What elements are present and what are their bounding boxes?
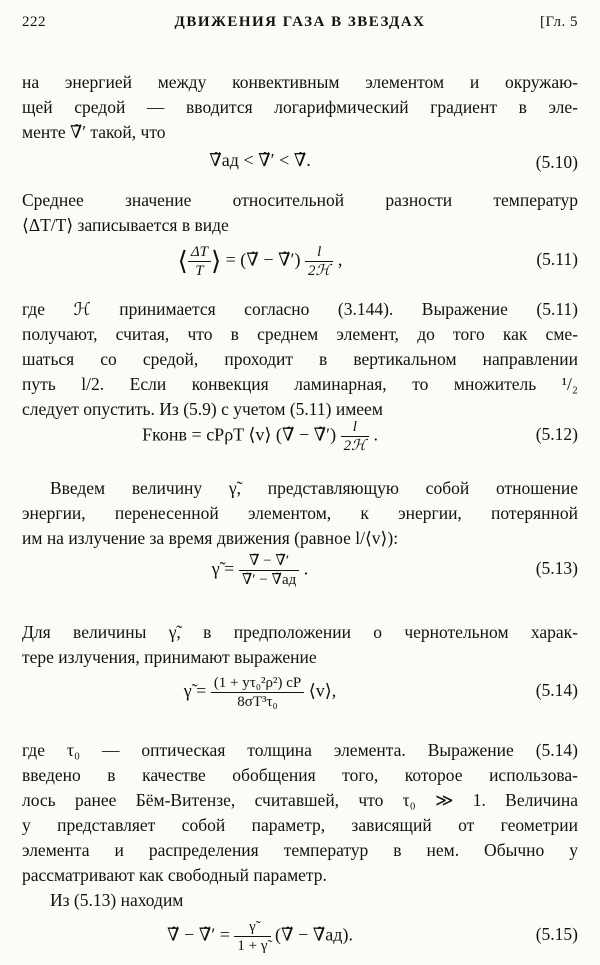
equation-5-13 xyxy=(22,552,578,592)
text-line: элемента и распределения температур в нем. Обычно y xyxy=(22,840,578,860)
running-title: ДВИЖЕНИЯ ГАЗА В ЗВЕЗДАХ xyxy=(174,14,426,30)
equation-5-15 xyxy=(22,918,578,958)
text-line: на энергией между конвективным элементом и окружаю- xyxy=(22,72,578,92)
equation-5-12 xyxy=(22,418,578,458)
equation-number: (5.15) xyxy=(535,924,578,944)
fraction: $\frac{\gammã}{1 + \gammã}$ xyxy=(234,918,270,955)
fraction: $\frac{\nablã - \nablã'}{\nablã' - \nablãад}$ xyxy=(239,552,299,589)
equation-number: (5.13) xyxy=(535,558,578,578)
paragraph-7 xyxy=(22,888,578,913)
fraction: $\frac{l}{\text{2ℋ}}$ xyxy=(341,418,369,455)
paragraph-2 xyxy=(22,188,578,238)
chapter-marker: [Гл. 5 xyxy=(539,14,578,30)
equation-body: γ̃ = $\frac{\text{(1 + yτ₀²ρ²) cP}}{\text{8σT³τ₀}}$ ⟨v⟩, xyxy=(183,675,337,710)
equation-number: (5.14) xyxy=(535,680,578,700)
equation-5-11 xyxy=(22,243,578,283)
page-number: 222 xyxy=(22,14,46,30)
text-line: следует опустить. Из (5.9) с учетом (5.11) имеем xyxy=(22,399,383,419)
paragraph-5 xyxy=(22,620,578,670)
paragraph-1 xyxy=(22,70,578,145)
running-header xyxy=(22,14,578,40)
equation-body: γ̃ = $\frac{\nablã - \nablã'}{\nablã' - \nablãад}$ . xyxy=(211,553,309,588)
fraction: $\frac{l}{\text{2ℋ}}$ xyxy=(305,243,333,280)
equation-body: ∇̃ад < ∇̃′ < ∇̃. xyxy=(209,150,311,170)
text-line: шаться со средой, проходит в вертикальном направлении xyxy=(22,349,578,369)
equation-number: (5.11) xyxy=(536,249,578,269)
text-line: где ℋ принимается согласно (3.144). Выражение (5.11) xyxy=(22,299,578,319)
text-line: тере излучения, принимают выражение xyxy=(22,647,317,667)
fraction: $\frac{\text{(1 + yτ₀²ρ²) cP}}{\text{8σT³τ₀}}$ xyxy=(211,674,304,711)
text-line: путь l/2. Если конвекция ламинарная, то множитель ¹/₂ xyxy=(22,374,578,394)
fraction: $\frac{\Delta T}{T}$ xyxy=(188,243,211,280)
text-line: ⟨ΔT/T⟩ записывается в виде xyxy=(22,215,229,235)
text-line: энергии, перенесенной элементом, к энергии, потерянной xyxy=(22,503,578,523)
text-line: Для величины γ̃, в предположении о чернотельном харак- xyxy=(22,622,578,642)
text-line: введено в качестве обобщения того, которое использова- xyxy=(22,765,578,785)
paragraph-6 xyxy=(22,738,578,888)
equation-5-14 xyxy=(22,674,578,714)
text-line: им на излучение за время движения (равное l/⟨v⟩): xyxy=(22,528,399,548)
paragraph-4 xyxy=(22,476,578,551)
text-line: y представляет собой параметр, зависящий от геометрии xyxy=(22,815,578,835)
equation-body: Fконв = cPρT ⟨v⟩ (∇̃ − ∇̃′) $\frac{l}{\text{2ℋ}}$ . xyxy=(142,419,378,454)
equation-5-10 xyxy=(22,146,578,186)
text-line: Среднее значение относительной разности температур xyxy=(22,190,578,210)
text-line: Из (5.13) находим xyxy=(50,890,184,910)
equation-number: (5.12) xyxy=(535,424,578,444)
equation-body: ∇̃ − ∇̃′ = $\frac{\gammã}{1 + \gammã}$ (∇̃ − ∇̃ад). xyxy=(167,919,353,954)
text-line: щей средой — вводится логарифмический градиент в эле- xyxy=(22,97,578,117)
text-line: получают, считая, что в среднем элемент, до того как сме- xyxy=(22,324,578,344)
text-line: Введем величину γ̃, представляющую собой отношение xyxy=(50,478,578,498)
text-line: лось ранее Бём-Витензе, считавшей, что τ₀ ≫ 1. Величина xyxy=(22,790,578,810)
text-line: менте ∇̃′ такой, что xyxy=(22,122,166,142)
equation-body: ⟨ $\frac{\Delta T}{T}$ ⟩ = (∇̃ − ∇̃′) $\frac{l}{\text{2ℋ}}$ , xyxy=(177,244,343,279)
text-line: где τ₀ — оптическая толщина элемента. Выражение (5.14) xyxy=(22,740,578,760)
text-line: рассматривают как свободный параметр. xyxy=(22,865,327,885)
equation-number: (5.10) xyxy=(535,152,578,172)
paragraph-3 xyxy=(22,297,578,422)
